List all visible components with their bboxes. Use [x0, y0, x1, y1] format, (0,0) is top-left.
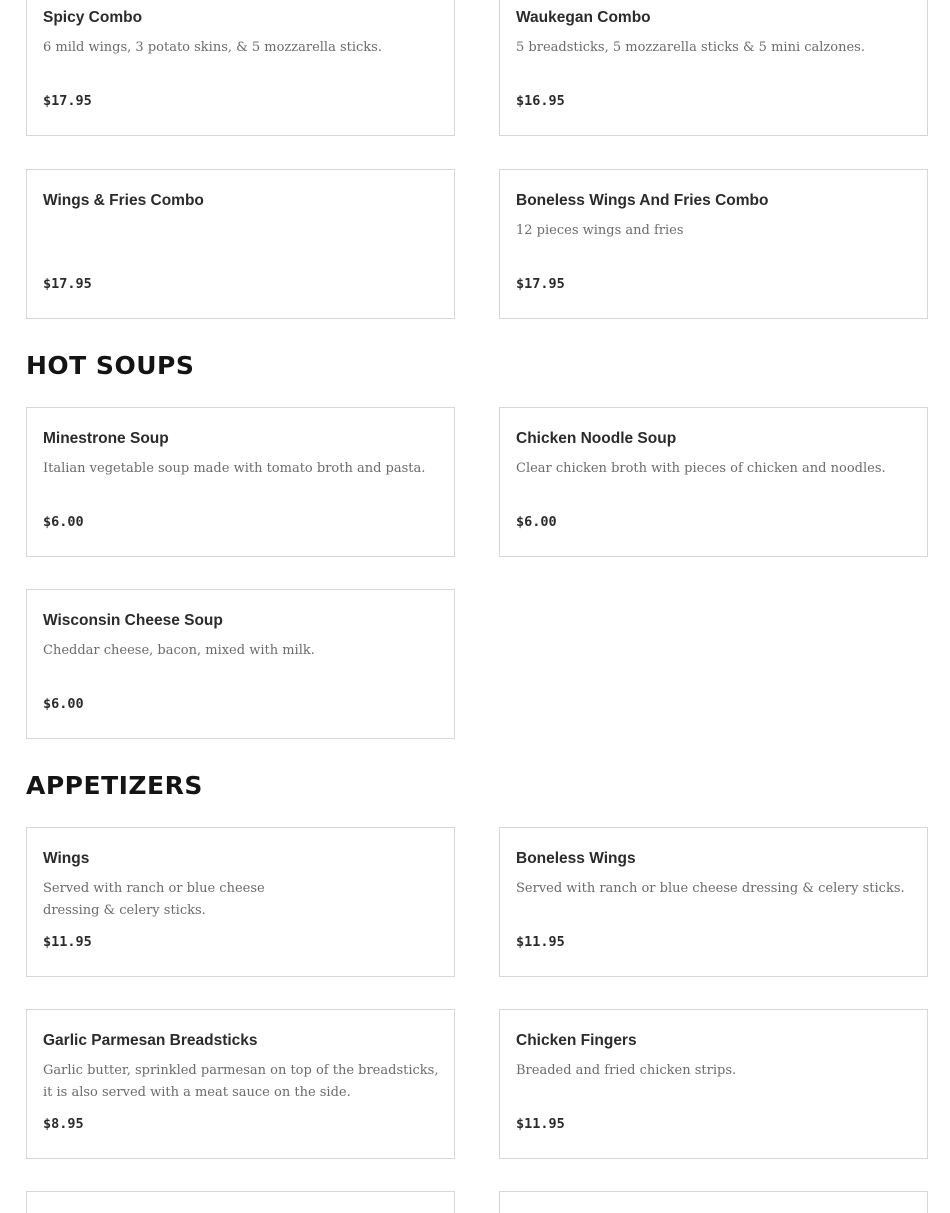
menu-item-card[interactable] — [26, 827, 455, 977]
item-description: Clear chicken broth with pieces of chicken and noodles. — [516, 461, 886, 476]
item-description: 5 breadsticks, 5 mozzarella sticks & 5 mini calzones. — [516, 40, 865, 55]
menu-item-card[interactable] — [499, 827, 928, 977]
item-price: $6.00 — [43, 514, 84, 530]
item-price: $6.00 — [43, 696, 84, 712]
item-price: $11.95 — [43, 934, 92, 950]
item-description: Cheddar cheese, bacon, mixed with milk. — [43, 643, 315, 658]
item-description: Served with ranch or blue cheese dressing & celery sticks. — [516, 881, 905, 896]
menu-item-card[interactable] — [499, 0, 928, 136]
menu-item-card[interactable] — [26, 1191, 455, 1213]
menu-item-card[interactable] — [26, 169, 455, 319]
item-price: $17.95 — [43, 276, 92, 292]
item-name: Chicken Fingers — [516, 1032, 637, 1049]
item-description: Italian vegetable soup made with tomato broth and pasta. — [43, 461, 426, 476]
item-description: 6 mild wings, 3 potato skins, & 5 mozzarella sticks. — [43, 40, 382, 55]
item-price: $17.95 — [516, 276, 565, 292]
item-description: Garlic butter, sprinkled parmesan on top of the breadsticks, it is also served with a meat sauce on the side. — [43, 1063, 439, 1100]
item-price: $17.95 — [43, 93, 92, 109]
item-name: Boneless Wings And Fries Combo — [516, 192, 769, 209]
item-name: Wings — [43, 850, 90, 867]
item-name: Garlic Parmesan Breadsticks — [43, 1032, 258, 1049]
item-name: Waukegan Combo — [516, 9, 651, 26]
item-price: $16.95 — [516, 93, 565, 109]
item-name: Wisconsin Cheese Soup — [43, 612, 223, 629]
item-description: 12 pieces wings and fries — [516, 223, 684, 238]
item-description: Breaded and fried chicken strips. — [516, 1063, 737, 1078]
item-name: Wings & Fries Combo — [43, 192, 204, 209]
item-price: $11.95 — [516, 934, 565, 950]
item-name: Chicken Noodle Soup — [516, 430, 677, 447]
menu-item-card[interactable] — [499, 407, 928, 557]
item-description: Served with ranch or blue cheese dressing & celery sticks. — [43, 881, 265, 918]
menu-item-card[interactable] — [26, 0, 455, 136]
section-title-hot-soups: HOT SOUPS — [26, 351, 195, 380]
menu-item-card[interactable] — [499, 169, 928, 319]
item-name: Spicy Combo — [43, 9, 143, 26]
item-price: $6.00 — [516, 514, 557, 530]
item-name: Minestrone Soup — [43, 430, 169, 447]
menu-item-card[interactable] — [499, 1009, 928, 1159]
menu-item-card[interactable] — [26, 589, 455, 739]
section-title-appetizers: APPETIZERS — [26, 771, 203, 800]
menu-item-card[interactable] — [26, 407, 455, 557]
item-price: $11.95 — [516, 1116, 565, 1132]
menu-item-card[interactable] — [499, 1191, 928, 1213]
menu-item-card[interactable] — [26, 1009, 455, 1159]
item-price: $8.95 — [43, 1116, 84, 1132]
item-name: Boneless Wings — [516, 850, 636, 867]
